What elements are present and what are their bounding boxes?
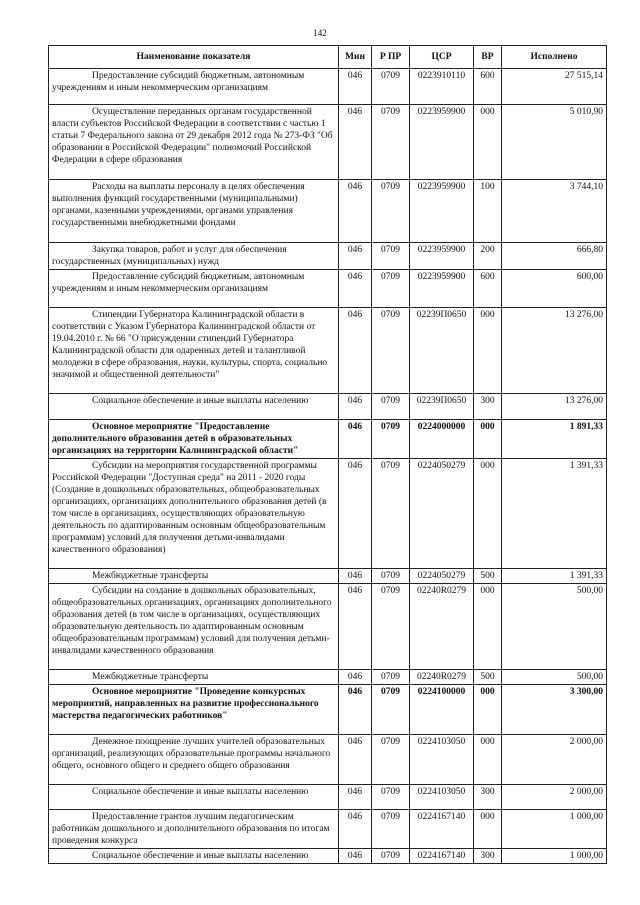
page-number: 142 (313, 28, 327, 38)
cell-csr: 0224050279 (410, 569, 474, 584)
table-row (49, 685, 607, 735)
cell-csr: 0223959900 (410, 180, 474, 243)
cell-min: 046 (339, 584, 372, 670)
cell-amount: 1 891,33 (502, 420, 607, 459)
cell-min: 046 (339, 670, 372, 685)
cell-rpr: 0709 (372, 243, 410, 270)
cell-vr: 000 (474, 735, 502, 785)
cell-name: Субсидии на создание в дошкольных образовательных, общеобразовательных организациях, организациях дополнительного образования детей (в том числе в организациях, осуществляющих образовательную деятельность по адаптированным основным общеобразовательным программам) условий для получения детьми-инвалидами качественного образования (49, 584, 339, 670)
cell-amount: 13 276,00 (502, 394, 607, 420)
cell-csr: 0224167140 (410, 849, 474, 864)
cell-name: Осуществление переданных органам государственной власти субъектов Российской Федерации в соответствии с частью 1 статьи 7 Федерального закона от 29 декабря 2012 года № 273-ФЗ "Об образовании в Российской Федерации" полномочий Российской Федерации в сфере образования (49, 105, 339, 180)
cell-csr: 0224050279 (410, 459, 474, 569)
cell-min: 046 (339, 810, 372, 849)
cell-vr: 300 (474, 394, 502, 420)
budget-table (48, 45, 607, 864)
table-row (49, 243, 607, 270)
cell-vr: 500 (474, 569, 502, 584)
cell-name: Социальное обеспечение и иные выплаты населению (49, 849, 339, 864)
table-row (49, 308, 607, 394)
cell-rpr: 0709 (372, 569, 410, 584)
table-row (49, 180, 607, 243)
cell-name: Денежное поощрение лучших учителей образовательных организаций, реализующих образовательные программы начального общего, основного общего и среднего общего образования (49, 735, 339, 785)
table-row (49, 459, 607, 569)
table-row (49, 420, 607, 459)
table-row (49, 394, 607, 420)
cell-min: 046 (339, 459, 372, 569)
cell-vr: 600 (474, 69, 502, 105)
cell-csr: 0223910110 (410, 69, 474, 105)
cell-min: 046 (339, 785, 372, 810)
table-row (49, 105, 607, 180)
cell-rpr: 0709 (372, 308, 410, 394)
cell-min: 046 (339, 180, 372, 243)
cell-amount: 13 276,00 (502, 308, 607, 394)
cell-csr: 02240R0279 (410, 670, 474, 685)
cell-csr: 0224103050 (410, 785, 474, 810)
cell-csr: 0223959900 (410, 243, 474, 270)
cell-rpr: 0709 (372, 459, 410, 569)
cell-min: 046 (339, 685, 372, 735)
cell-amount: 1 000,00 (502, 849, 607, 864)
cell-vr: 000 (474, 584, 502, 670)
cell-amount: 2 000,00 (502, 735, 607, 785)
table-row (49, 849, 607, 864)
cell-amount: 1 000,00 (502, 810, 607, 849)
cell-vr: 000 (474, 459, 502, 569)
cell-rpr: 0709 (372, 810, 410, 849)
cell-amount: 600,00 (502, 270, 607, 308)
cell-name: Предоставление грантов лучшим педагогическим работникам дошкольного и дополнительного образования по итогам проведения конкурса (49, 810, 339, 849)
cell-min: 046 (339, 243, 372, 270)
cell-name: Межбюджетные трансферты (49, 569, 339, 584)
cell-rpr: 0709 (372, 69, 410, 105)
header-amount: Исполнено (502, 46, 607, 69)
cell-csr: 0223959900 (410, 105, 474, 180)
cell-csr: 0224103050 (410, 735, 474, 785)
cell-min: 046 (339, 105, 372, 180)
cell-rpr: 0709 (372, 180, 410, 243)
header-min: Мин (339, 46, 372, 69)
cell-csr: 0223959900 (410, 270, 474, 308)
cell-rpr: 0709 (372, 685, 410, 735)
cell-min: 046 (339, 270, 372, 308)
table-row (49, 785, 607, 810)
table-header-row (49, 46, 607, 69)
cell-csr: 02239П0650 (410, 394, 474, 420)
cell-amount: 500,00 (502, 584, 607, 670)
cell-amount: 500,00 (502, 670, 607, 685)
cell-vr: 000 (474, 810, 502, 849)
cell-csr: 02240R0279 (410, 584, 474, 670)
cell-min: 046 (339, 420, 372, 459)
cell-vr: 000 (474, 105, 502, 180)
cell-rpr: 0709 (372, 420, 410, 459)
cell-min: 046 (339, 849, 372, 864)
cell-name: Закупка товаров, работ и услуг для обеспечения государственных (муниципальных) нужд (49, 243, 339, 270)
cell-name: Предоставление субсидий бюджетным, автономным учреждениям и иным некоммерческим организациям (49, 69, 339, 105)
header-rpr: Р ПР (372, 46, 410, 69)
cell-amount: 3 744,10 (502, 180, 607, 243)
table-row (49, 569, 607, 584)
cell-csr: 02239П0650 (410, 308, 474, 394)
table-row (49, 810, 607, 849)
cell-vr: 200 (474, 243, 502, 270)
cell-amount: 5 010,90 (502, 105, 607, 180)
table-row (49, 670, 607, 685)
header-name: Наименование показателя (49, 46, 339, 69)
cell-name: Социальное обеспечение и иные выплаты населению (49, 785, 339, 810)
cell-vr: 000 (474, 420, 502, 459)
cell-rpr: 0709 (372, 105, 410, 180)
table-body (49, 69, 607, 864)
cell-amount: 3 300,00 (502, 685, 607, 735)
cell-amount: 1 391,33 (502, 459, 607, 569)
cell-rpr: 0709 (372, 394, 410, 420)
cell-rpr: 0709 (372, 270, 410, 308)
cell-rpr: 0709 (372, 785, 410, 810)
cell-rpr: 0709 (372, 849, 410, 864)
cell-vr: 000 (474, 685, 502, 735)
table-row (49, 584, 607, 670)
cell-vr: 100 (474, 180, 502, 243)
header-vr: ВР (474, 46, 502, 69)
cell-amount: 27 515,14 (502, 69, 607, 105)
cell-vr: 000 (474, 308, 502, 394)
cell-min: 046 (339, 308, 372, 394)
cell-vr: 300 (474, 785, 502, 810)
cell-min: 046 (339, 735, 372, 785)
cell-vr: 600 (474, 270, 502, 308)
cell-rpr: 0709 (372, 735, 410, 785)
cell-name: Основное мероприятие "Предоставление дополнительного образования детей в образовательных организациях на территории Калининградской области" (49, 420, 339, 459)
cell-amount: 1 391,33 (502, 569, 607, 584)
cell-name: Стипендии Губернатора Калининградской области в соответствии с Указом Губернатора Калининградской области от 19.04.2010 г. № 66 "О присуждении стипендий Губернатора Калининградской области для одаренных детей и талантливой молодежи в сфере образования, науки, культуры, спорта, социально значимой и общественной деятельности" (49, 308, 339, 394)
table-row (49, 69, 607, 105)
cell-name: Предоставление субсидий бюджетным, автономным учреждениям и иным некоммерческим организациям (49, 270, 339, 308)
cell-amount: 666,80 (502, 243, 607, 270)
cell-csr: 0224100000 (410, 685, 474, 735)
cell-name: Основное мероприятие "Проведение конкурсных мероприятий, направленных на развитие профессионального мастерства педагогических работников" (49, 685, 339, 735)
table-row (49, 735, 607, 785)
cell-amount: 2 000,00 (502, 785, 607, 810)
cell-min: 046 (339, 569, 372, 584)
cell-name: Социальное обеспечение и иные выплаты населению (49, 394, 339, 420)
cell-name: Расходы на выплаты персоналу в целях обеспечения выполнения функций государственными (муниципальными) органами, казенными учреждениями, органами управления государственными внебюджетными фондами (49, 180, 339, 243)
cell-csr: 0224167140 (410, 810, 474, 849)
cell-vr: 500 (474, 670, 502, 685)
cell-csr: 0224000000 (410, 420, 474, 459)
cell-min: 046 (339, 69, 372, 105)
cell-name: Межбюджетные трансферты (49, 670, 339, 685)
cell-vr: 300 (474, 849, 502, 864)
cell-min: 046 (339, 394, 372, 420)
cell-rpr: 0709 (372, 584, 410, 670)
cell-name: Субсидии на мероприятия государственной программы Российской Федерации "Доступная среда" на 2011 - 2020 годы (Создание в дошкольных образовательных, общеобразовательных организациях, организациях дополнительного образования детей (в том числе в организациях, осуществляющих образовательную деятельность по адаптированным основным общеобразовательным программам) условий для получения детьми-инвалидами качественного образования) (49, 459, 339, 569)
header-csr: ЦСР (410, 46, 474, 69)
cell-rpr: 0709 (372, 670, 410, 685)
table-row (49, 270, 607, 308)
